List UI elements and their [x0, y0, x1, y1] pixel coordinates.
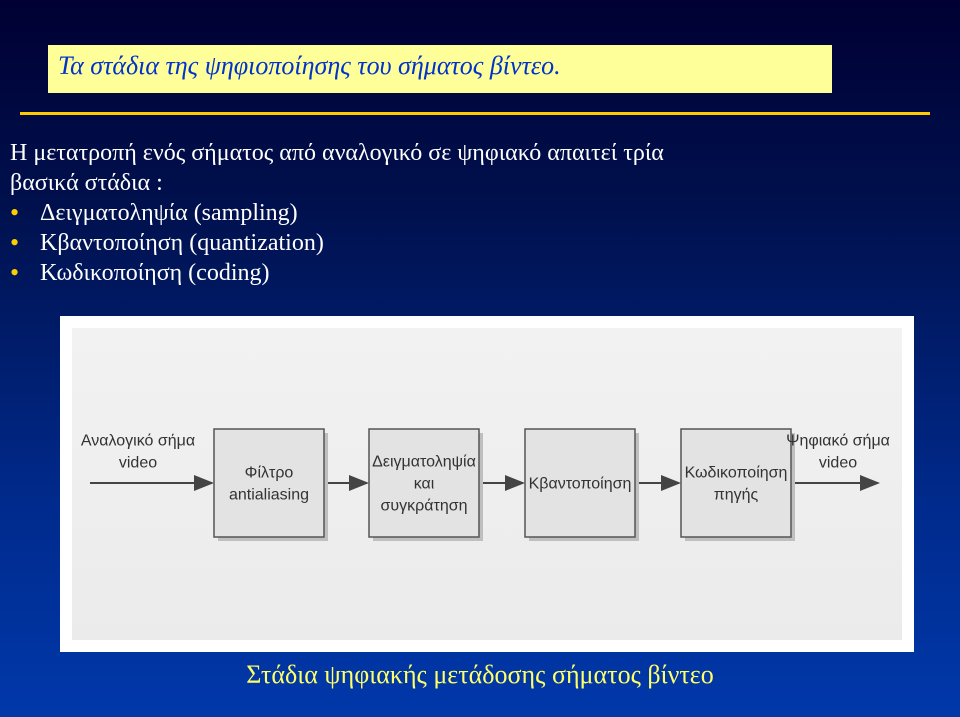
stages-list [10, 198, 940, 288]
bullet-item: • Κβαντοποίηση (quantization) [10, 228, 940, 258]
process-block [681, 429, 791, 537]
input-label: Αναλογικό σήμα [80, 432, 196, 450]
input-label: video [118, 454, 158, 472]
title-divider [20, 112, 930, 115]
pipeline-diagram [72, 328, 902, 640]
output-label: video [818, 454, 858, 472]
block-label: πηγής [713, 486, 759, 504]
block-label: Κωδικοποίηση [684, 464, 788, 482]
block-label: antialiasing [228, 486, 310, 504]
intro-line-1: Η μετατροπή ενός σήματος από αναλογικό σε ψηφιακό απαιτεί τρία [10, 140, 664, 166]
slide-title: Τα στάδια της ψηφιοποίησης του σήματος βίντεο. [48, 45, 832, 93]
bullet-item: • Κωδικοποίηση (coding) [10, 258, 940, 288]
pipeline-figure [60, 316, 914, 652]
block-label: Κβαντοποίηση [528, 475, 632, 493]
bullet-item: • Δειγματοληψία (sampling) [10, 198, 940, 228]
slide-body [10, 138, 940, 288]
block-label: συγκράτηση [380, 497, 468, 515]
intro-line-2: βασικά στάδια : [10, 170, 163, 196]
figure-caption: Στάδια ψηφιακής μετάδοσης σήματος βίντεο [246, 660, 714, 689]
block-label: Δειγματοληψία [372, 453, 476, 471]
block-label: Φίλτρο [244, 464, 294, 482]
output-label: Ψηφιακό σήμα [786, 432, 890, 450]
process-block [214, 429, 324, 537]
block-label: και [413, 475, 435, 493]
